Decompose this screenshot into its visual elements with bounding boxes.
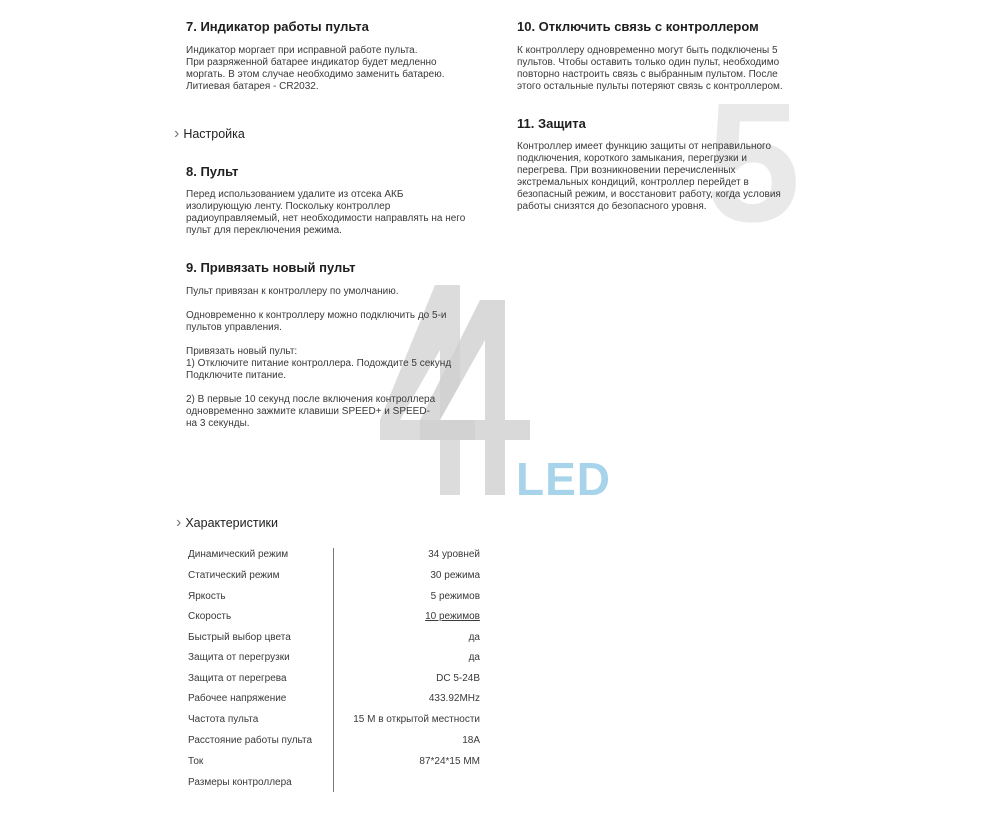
spec-row — [188, 735, 480, 755]
spec-label: Статический режим — [188, 570, 280, 581]
spec-label: Частота пульта — [188, 714, 259, 725]
spec-value: 433.92MHz — [428, 693, 480, 704]
section-8-text: Перед использованием удалите из отсека АКБ изолирующую ленту. Поскольку контроллер радиоуправляемый, нет необходимости направлять на него пульт для переключения режима. — [186, 189, 466, 236]
spec-row — [188, 632, 480, 652]
watermark-five: 5 — [706, 68, 801, 258]
spec-value: 30 режима — [430, 570, 480, 581]
section-10-text: К контроллеру одновременно могут быть подключены 5 пультов. Чтобы оставить только один пульт, необходимо повторно настроить связь с выбранным пультом. После этого остальные пульты потеряют связь с контроллером. — [517, 45, 783, 92]
section-8-title: 8. Пульт — [186, 164, 239, 179]
spec-value: 18A — [462, 735, 480, 746]
spec-row — [188, 549, 480, 569]
spec-label: Ток — [188, 756, 204, 767]
spec-value: 34 уровней — [428, 549, 480, 560]
spec-value: 5 режимов — [430, 591, 480, 602]
spec-value: да — [468, 632, 480, 643]
specs-heading: › Характеристики — [176, 514, 279, 531]
spec-label: Размеры контроллера — [188, 777, 292, 788]
section-10-title: 10. Отключить связь с контроллером — [517, 19, 759, 34]
spec-row — [188, 611, 480, 631]
spec-label: Защита от перегрева — [188, 673, 287, 684]
spec-row — [188, 652, 480, 672]
spec-value: 10 режимов — [425, 611, 480, 622]
spec-label: Расстояние работы пульта — [188, 735, 313, 746]
spec-label: Яркость — [188, 591, 226, 602]
spec-value: 15 М в открытой местности — [353, 714, 480, 725]
spec-label: Защита от перегрузки — [188, 652, 290, 663]
spec-label: Скорость — [188, 611, 232, 622]
spec-row — [188, 714, 480, 734]
section-9-p4: 2) В первые 10 секунд после включения контроллера одновременно зажмите клавиши SPEED+ и SPEED- на 3 секунды. — [186, 394, 436, 429]
spec-row — [188, 756, 480, 776]
spec-label: Быстрый выбор цвета — [188, 632, 291, 643]
section-9-p2: Одновременно к контроллеру можно подключить до 5-и пультов управления. — [186, 310, 447, 333]
spec-row — [188, 777, 480, 797]
spec-label: Рабочее напряжение — [188, 693, 287, 704]
section-7-title: 7. Индикатор работы пульта — [186, 19, 369, 34]
spec-row — [188, 591, 480, 611]
spec-row — [188, 570, 480, 590]
spec-row — [188, 693, 480, 713]
section-7-text: Индикатор моргает при исправной работе пульта. При разряженной батарее индикатор будет медленно моргать. В этом случае необходимо заменить батарею. Литиевая батарея - CR2032. — [186, 45, 445, 92]
specs-table — [188, 549, 480, 799]
section-11-text: Контроллер имеет функцию защиты от неправильного подключения, короткого замыкания, перегрузки и перегрева. При возникновении перечисленных экстремальных кондиций, контроллер перейдет в безопасный режим, и восстановит работу, когда условия работы снизятся до безопасного уровня. — [517, 141, 781, 212]
spec-value: DC 5-24В — [436, 673, 480, 684]
section-9-p1: Пульт привязан к контроллеру по умолчанию. — [186, 286, 399, 297]
spec-value: 87*24*15 MM — [419, 756, 480, 767]
section-11-title: 11. Защита — [517, 116, 586, 131]
setup-heading: › Настройка — [174, 125, 245, 142]
chevron-right-icon: › — [176, 514, 182, 531]
spec-row — [188, 673, 480, 693]
spec-label: Динамический режим — [188, 549, 289, 560]
watermark-led: LED — [516, 453, 611, 505]
section-9-p3: Привязать новый пульт: 1) Отключите питание контроллера. Подождите 5 секунд Подключите питание. — [186, 346, 452, 381]
chevron-right-icon: › — [174, 125, 180, 142]
section-9-title: 9. Привязать новый пульт — [186, 260, 356, 275]
spec-value: да — [468, 652, 480, 663]
